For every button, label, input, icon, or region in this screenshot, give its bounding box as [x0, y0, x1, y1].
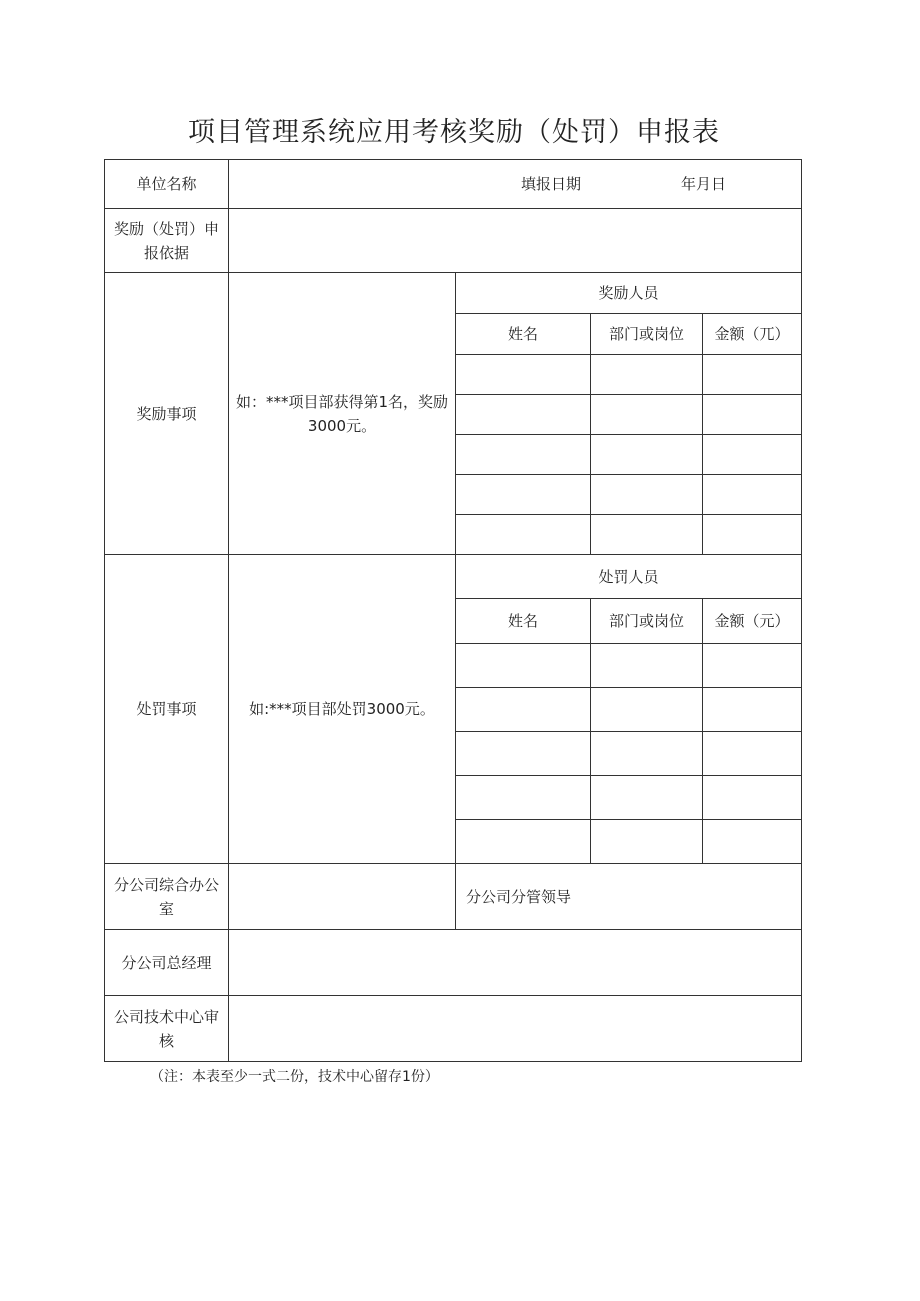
reward-personnel-header: 奖励人员 — [456, 273, 802, 314]
reward-amount-cell[interactable] — [703, 395, 802, 435]
penalty-dept-cell[interactable] — [591, 732, 703, 776]
tech-row — [105, 996, 802, 1062]
penalty-dept-cell[interactable] — [591, 688, 703, 732]
reward-name-cell[interactable] — [456, 355, 591, 395]
footnote: （注：本表至少一式二份，技术中心留存1份） — [150, 1069, 439, 1085]
penalty-col-dept: 部门或岗位 — [591, 599, 703, 644]
reward-amount-cell[interactable] — [703, 515, 802, 555]
penalty-name-cell[interactable] — [456, 644, 591, 688]
penalty-amount-cell[interactable] — [703, 688, 802, 732]
basis-row — [105, 209, 802, 273]
fill-date-label: 填报日期 — [521, 175, 582, 193]
reward-item-label: 奖励事项 — [105, 273, 229, 555]
reward-dept-cell[interactable] — [591, 515, 703, 555]
penalty-item-label: 处罚事项 — [105, 555, 229, 864]
reward-col-dept: 部门或岗位 — [591, 314, 703, 355]
unit-name-label: 单位名称 — [105, 160, 229, 209]
reward-name-cell[interactable] — [456, 435, 591, 475]
leader-label[interactable]: 分公司分管领导 — [456, 864, 802, 930]
reward-name-cell[interactable] — [456, 395, 591, 435]
unit-name-field[interactable] — [229, 160, 802, 209]
office-field[interactable] — [229, 864, 456, 930]
application-form-table — [104, 159, 802, 1062]
reward-example-text[interactable]: 如：***项目部获得第1名，奖励3000元。 — [229, 273, 456, 555]
reward-dept-cell[interactable] — [591, 435, 703, 475]
penalty-amount-cell[interactable] — [703, 732, 802, 776]
penalty-dept-cell[interactable] — [591, 776, 703, 820]
unit-row — [105, 160, 802, 209]
penalty-personnel-header: 处罚人员 — [456, 555, 802, 599]
reward-amount-cell[interactable] — [703, 355, 802, 395]
reward-name-cell[interactable] — [456, 515, 591, 555]
penalty-col-name: 姓名 — [456, 599, 591, 644]
tech-field[interactable] — [229, 996, 802, 1062]
penalty-name-cell[interactable] — [456, 776, 591, 820]
reward-amount-cell[interactable] — [703, 475, 802, 515]
penalty-example-text[interactable]: 如:***项目部处罚3000元。 — [229, 555, 456, 864]
penalty-name-cell[interactable] — [456, 688, 591, 732]
reward-col-name: 姓名 — [456, 314, 591, 355]
reward-dept-cell[interactable] — [591, 355, 703, 395]
penalty-name-cell[interactable] — [456, 732, 591, 776]
form-title: 项目管理系统应用考核奖励（处罚）申报表 — [188, 117, 720, 148]
reward-col-amount: 金额（兀） — [703, 314, 802, 355]
reward-dept-cell[interactable] — [591, 395, 703, 435]
penalty-amount-cell[interactable] — [703, 776, 802, 820]
reward-header-row — [105, 273, 802, 314]
gm-label: 分公司总经理 — [105, 930, 229, 996]
basis-label: 奖励（处罚）申报依据 — [105, 209, 229, 273]
penalty-name-cell[interactable] — [456, 820, 591, 864]
penalty-col-amount: 金额（元） — [703, 599, 802, 644]
penalty-amount-cell[interactable] — [703, 820, 802, 864]
basis-field[interactable] — [229, 209, 802, 273]
gm-row — [105, 930, 802, 996]
fill-date-suffix: 年月日 — [681, 175, 727, 193]
office-row — [105, 864, 802, 930]
reward-name-cell[interactable] — [456, 475, 591, 515]
office-label: 分公司综合办公室 — [105, 864, 229, 930]
penalty-dept-cell[interactable] — [591, 644, 703, 688]
gm-field[interactable] — [229, 930, 802, 996]
reward-dept-cell[interactable] — [591, 475, 703, 515]
tech-label: 公司技术中心审核 — [105, 996, 229, 1062]
penalty-header-row — [105, 555, 802, 599]
penalty-amount-cell[interactable] — [703, 644, 802, 688]
reward-amount-cell[interactable] — [703, 435, 802, 475]
penalty-dept-cell[interactable] — [591, 820, 703, 864]
